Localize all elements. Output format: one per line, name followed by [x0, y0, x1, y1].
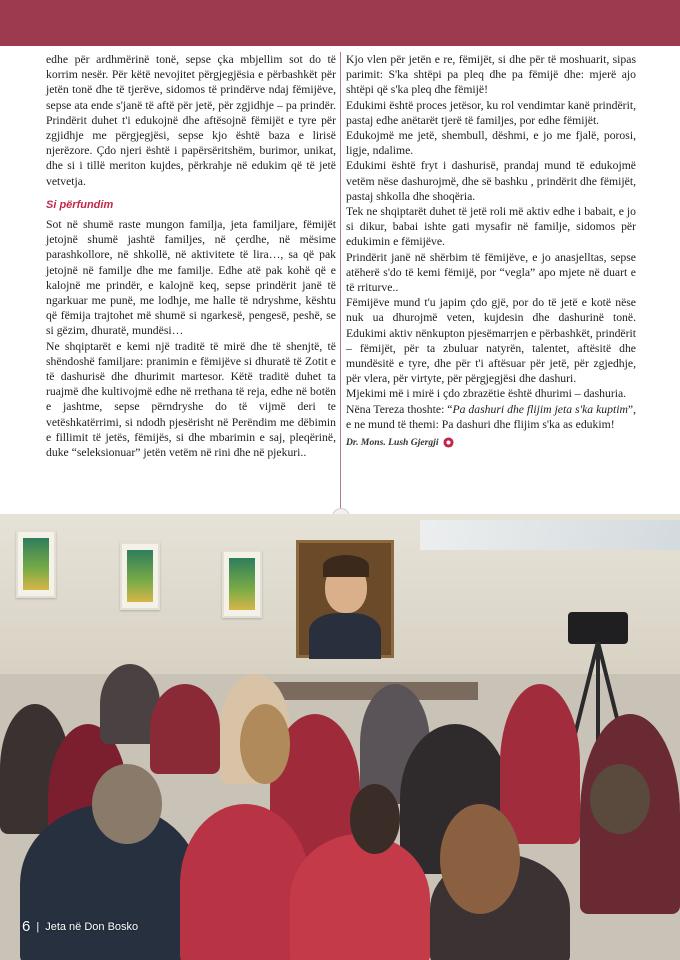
right-paragraph-6: Prindërit janë në shërbim të fëmijëve, e jo anasjelltas, sepse atëherë s'do të kemi fëmijë, por “vegla” apo mjete në duart e të rriturve..	[346, 250, 636, 295]
teresa-quote	[346, 402, 636, 432]
right-paragraph-7: Fëmijëve mund t'u japim çdo gjë, por do të jetë e kotë nëse nuk ua dhurojmë veten, kujdesin dhe dashurinë tonë. Edukimi aktiv nënkupton pjesëmarrjen e përbashkët, prindërit – fëmijët, për ta zbuluar natyrën, talentet, aftësitë dhe mundësitë e tyre, dhe për t'i aftësuar për jetë, për zgjedhje, për vlera, për virtyte, për përgjegjësi dhe dashuri.	[346, 296, 636, 386]
video-camera	[568, 612, 628, 644]
left-paragraph-2: Ne shqiptarët e kemi një traditë të mirë dhe të shenjtë, të shëndoshë familjare: pranimin e fëmijëve si dhuratë të Zotit e të dashurisë dhe dhurimit martesor. Këtë traditë duhet ta ruajmë dhe kultivojmë edhe në rrethana të reja, edhe në botën e jashtme, sepse përndryshe do të vijmë deri te vetëshkatërrimi, si ndodh pjesërisht në Perëndim me dëbimin e fillimit të jetës, fëmijës, si dhe mbarimin e saj, pleqërinë, duke “seleksionuar” jetën vetëm në rini dhe në pjekuri..	[46, 339, 336, 460]
quote-lead: Nëna Tereza thoshte: “	[346, 402, 453, 416]
left-paragraph-1: Sot në shumë raste mungon familja, jeta familjare, fëmijët jetojnë shumë jashtë familjes, në çerdhe, në mësime parashkollore, në shkollë, në aktivitete të lira…, sa që pak jetojnë në familje dhe me familje. Edhe atë pak kohë që e kalojnë me prindër, e kalojnë keq, sepse prindërit janë të ngarkuar me punë, me lodhje, me halle të ndryshme, kështu që fëmija trajtohet më shumë si ngarkesë, pengesë, peshë, se si gëzim, dhuratë, mundësi…	[46, 218, 336, 338]
column-divider	[340, 52, 341, 514]
right-paragraph-8: Mjekimi më i mirë i çdo zbrazëtie është dhurimi – dashuria.	[346, 387, 627, 401]
header-band	[0, 0, 680, 46]
audience-member	[150, 684, 220, 774]
article-columns	[46, 52, 648, 514]
event-photo	[0, 514, 680, 960]
magazine-title: Jeta në Don Bosko	[45, 920, 139, 933]
quote-italic: Pa dashuri dhe flijim jeta s'ka kuptim	[452, 402, 628, 416]
right-column	[346, 52, 636, 450]
author-name: Dr. Mons. Lush Gjergji	[346, 437, 439, 449]
intro-paragraph: edhe për ardhmërinë tonë, sepse çka mbjellim sot do të korrim nesër. Për këtë nevojitet përgjegjësia e përbashkët për jetën tonë dhe të tjerëve, sidomos të prindërve ndaj fëmijëve, sepse ata ende s'janë të aftë për jetë, për zgjidhje – pa prindër. Prindërit duhet t'i edukojnë dhe aftësojnë fëmijët e tyre për zgjidhje me përgjegjësi, sepse kjo është baza e lirisë njerëzore. Çdo njeri është i papërsëritshëm, burimor, unikat, dhe si i tillë meriton kujdes, përkrahje në edukim që të jetë vetvetja.	[46, 53, 336, 188]
right-paragraph-3: Edukojmë me jetë, shembull, dëshmi, e jo me fjalë, porosi, ligje, ndalime.	[346, 129, 636, 158]
quote-tail: ”, e ne mund të themi: Pa dashuri dhe flijim s'ka as edukim!	[346, 402, 637, 431]
section-heading: Si përfundim	[46, 198, 114, 211]
right-paragraph-5: Tek ne shqiptarët duhet të jetë roli më aktiv edhe i babait, e jo si dikur, babai ishte gati mysafir në familje, sidomos për edukimin e fëmijëve.	[346, 205, 636, 249]
page-footer	[22, 918, 138, 935]
page-number: 6	[22, 918, 31, 935]
right-paragraph-2: Edukimi është proces jetësor, ku rol vendimtar kanë prindërit, pastaj edhe anëtarët tjerë të familjes, por edhe fëmijët.	[346, 98, 636, 127]
wall-poster	[16, 530, 56, 598]
audience-member	[290, 834, 430, 960]
footer-separator: |	[36, 920, 40, 933]
wall-poster	[222, 550, 262, 618]
right-paragraph-4: Edukimi është fryt i dashurisë, prandaj mund të edukojmë vetëm nëse dashurojmë, dhe së bashku , prindërit dhe fëmijët, pastaj shkolla dhe shoqëria.	[346, 159, 636, 203]
right-paragraph-1: Kjo vlen për jetën e re, fëmijët, si dhe për të moshuarit, sipas parimit: S'ka shtëpi pa pleq dhe pa fëmijë dhe: mjerë ajo shtëpi që s'ka pleq dhe fëmijë!	[346, 53, 636, 97]
portrait-painting	[296, 540, 394, 658]
flower-ornament-icon	[443, 437, 454, 448]
author-signature	[346, 435, 636, 450]
wall-poster	[120, 542, 160, 610]
audience-member	[500, 684, 580, 844]
left-column	[46, 52, 336, 460]
